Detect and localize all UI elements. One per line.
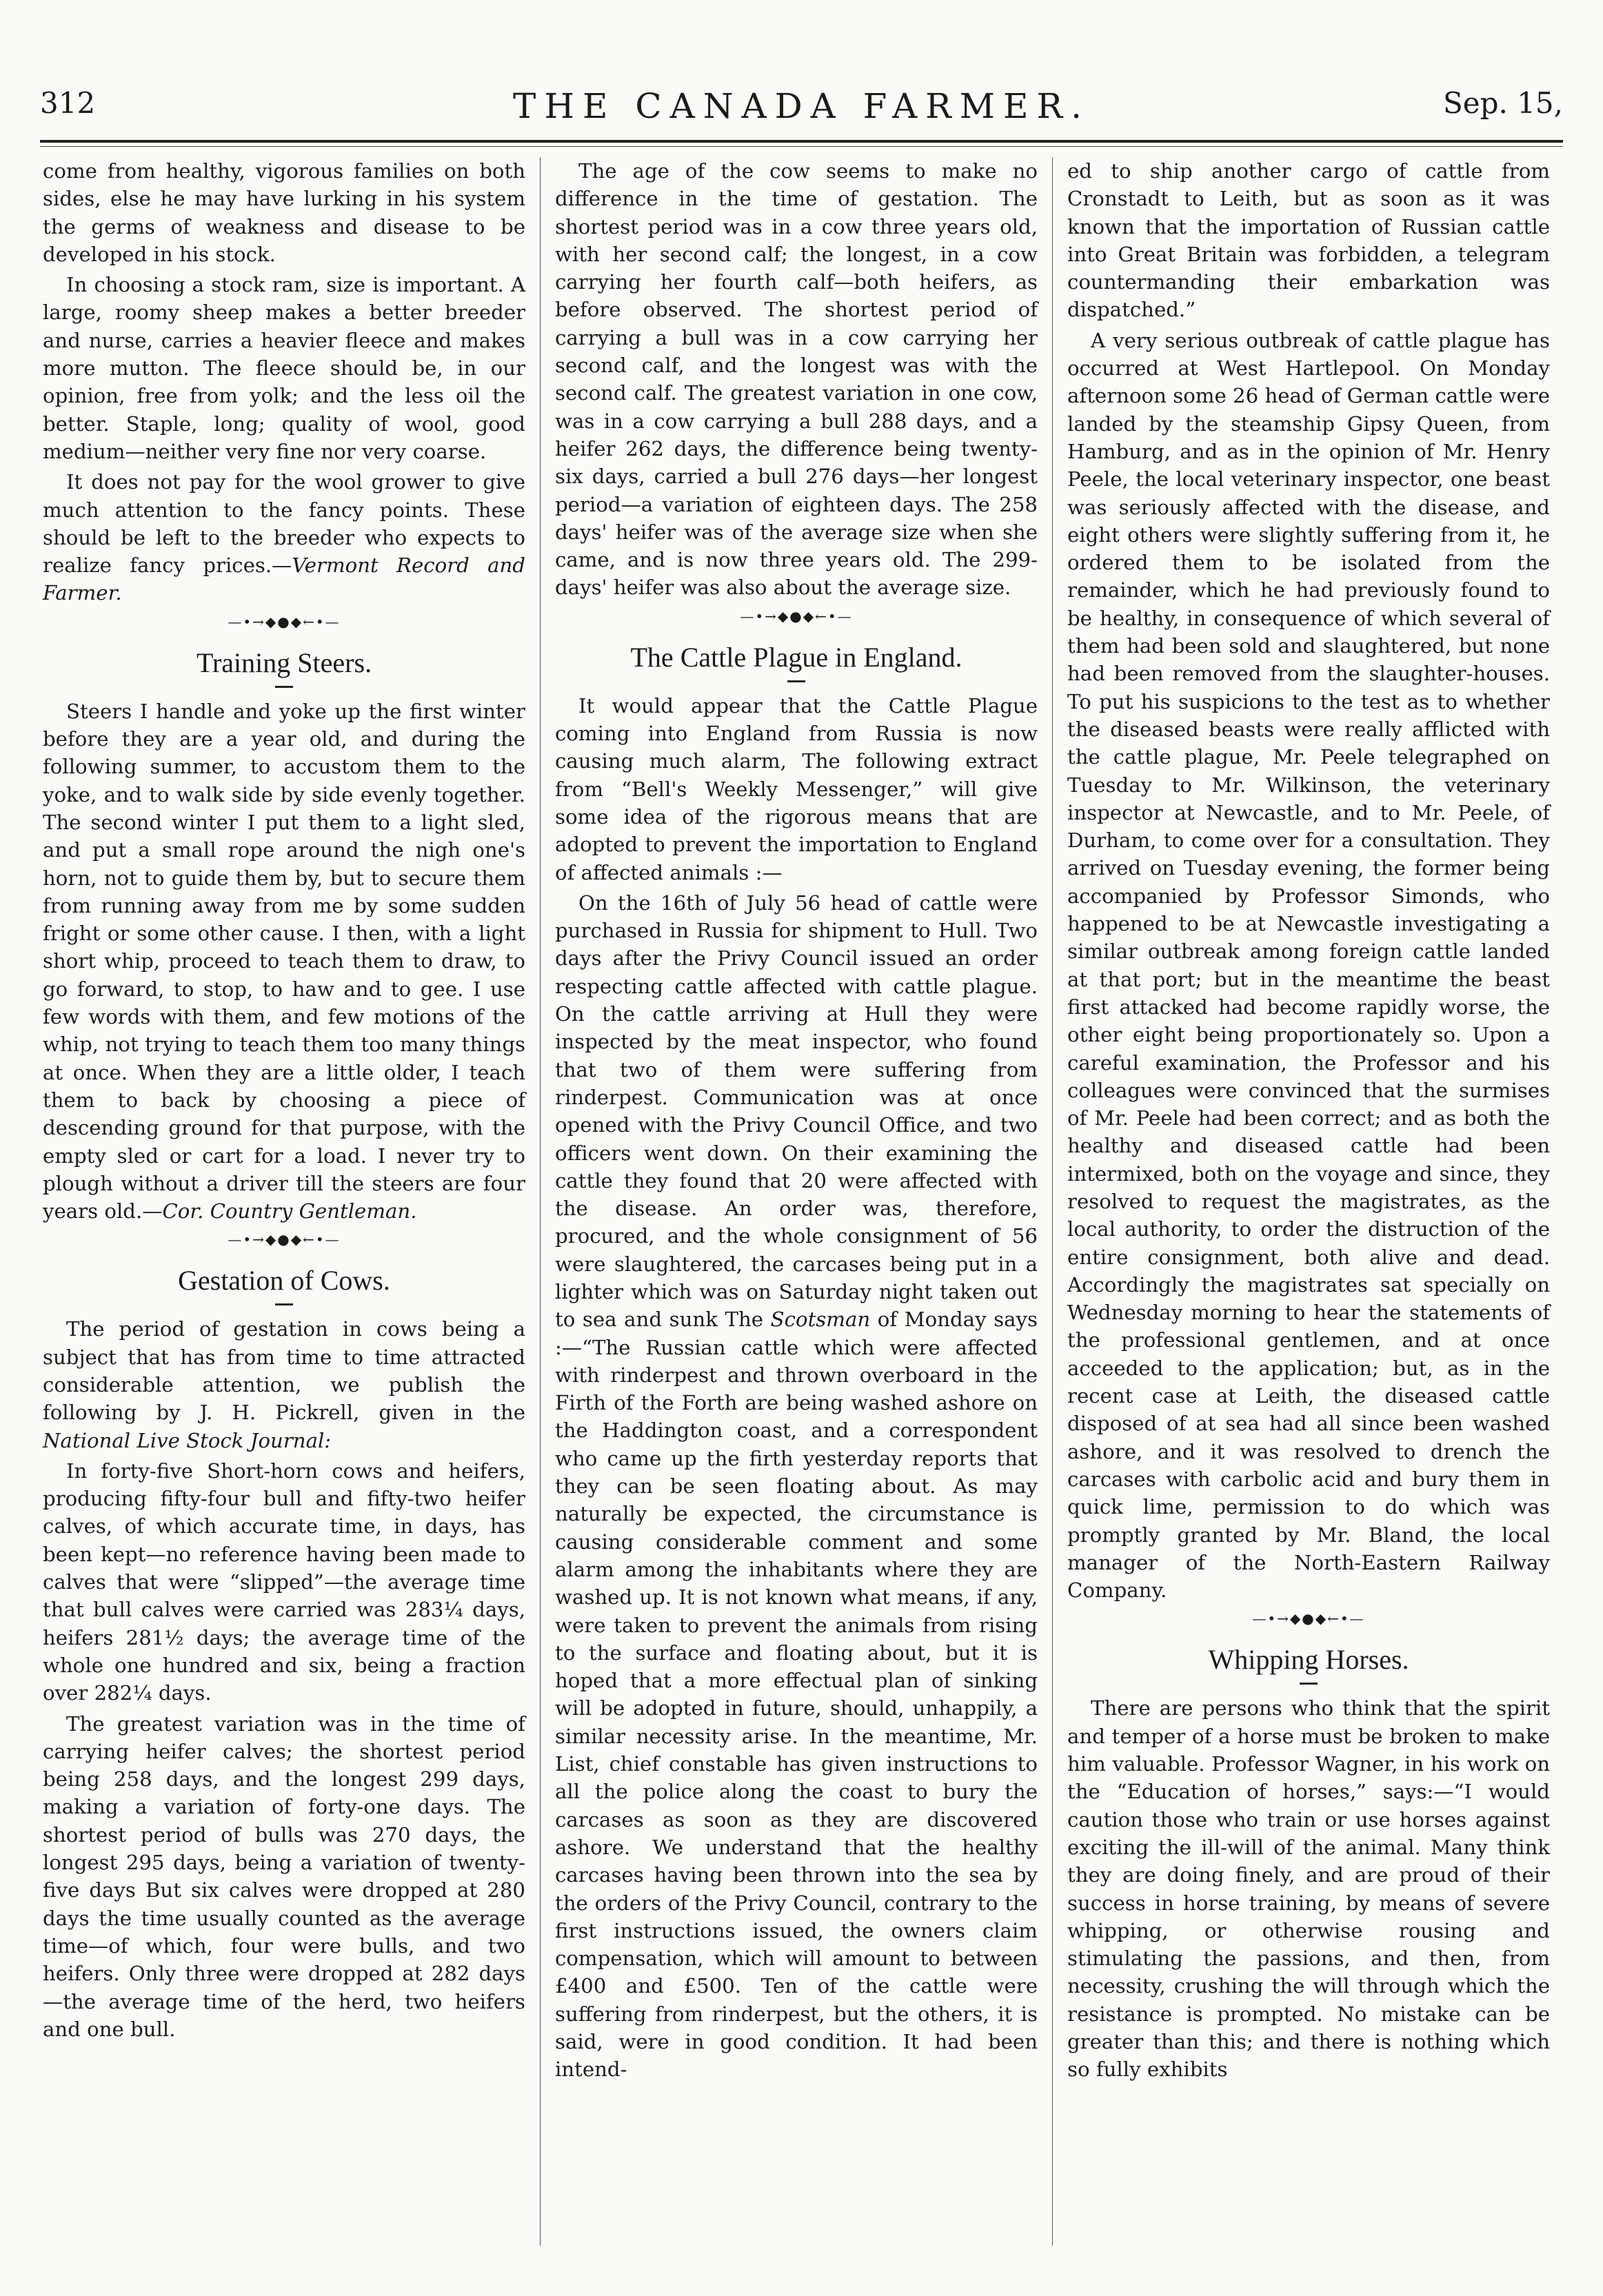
header-rule-thin [40, 146, 1563, 147]
paragraph: The greatest variation was in the time of carrying heifer calves; the shortest period being 258 days, and the longest 299 days, making a variation of forty-one days. The shortest period of bulls was 270 days, the longest 295 days, being a variation of twenty-five days But six calves were dropped at 280 days the time usually counted as the average time—of which, four were bulls, and two heifers. Only three were dropped at 282 days—the average time of the herd, two heifers and one bull. [43, 1711, 525, 2041]
paragraph: In choosing a stock ram, size is important. A large, roomy sheep makes a better breeder and nurse, carries a heavier fleece and makes more mutton. The fleece should be, in our opinion, free from yolk; and the less oil the better. Staple, long; quality of wool, good medium—neither very fine nor very coarse. [43, 273, 525, 463]
issue-date: Sep. 15, [1442, 86, 1563, 120]
source-credit: Vermont Record and Farmer. [43, 553, 525, 605]
header-rule [40, 140, 1563, 143]
column-1 [43, 157, 525, 2046]
paragraph: come from healthy, vigorous families on both sides, else he may have lurking in his system the germs of weakness and disease to be developed in his stock. [43, 159, 525, 266]
paragraph: Steers I handle and yoke up the first winter before they are a year old, and during the following summer, to accustom them to the yoke, and to walk side by side evenly together. The second winter I put them to a light sled, and put a small rope around the nigh one's horn, not to guide them by, but to secure them from running away from me by some sudden fright or some other cause. I then, with a light short whip, proceed to teach them to draw, to go forward, to stop, to haw and to gee. I use few words with them, and few motions of the whip, not trying to teach them too many things at once. When they are a little older, I teach them to back by choosing a piece of descending ground for that purpose, with the empty sled or cart for a load. I never try to plough without a driver till the steers are four years old.—Cor. Country Gentleman. [43, 699, 525, 1223]
source-credit: National Live Stock Journal: [43, 1428, 332, 1452]
column-divider [1052, 157, 1053, 2246]
heading-dash [275, 1303, 293, 1306]
paragraph: It does not pay for the wool grower to give much attention to the fancy points. These should be left to the breeder who expects to realize fancy prices.—Vermont Record and Farmer. [43, 470, 525, 605]
journal-title: THE CANADA FARMER. [513, 86, 1090, 126]
paragraph: ed to ship another cargo of cattle from Cronstadt to Leith, but as soon as it was known that the importation of Russian cattle into Great Britain was forbidden, a telegram countermanding their embarkation was dispatched.” [1067, 159, 1550, 322]
section-ornament: —•→◆●◆←•— [740, 607, 853, 624]
source-credit: Cor. Country Gentleman. [162, 1199, 417, 1223]
paragraph: A very serious outbreak of cattle plague has occurred at West Hartlepool. On Monday afternoon some 26 head of German cattle were landed by the steamship Gipsy Queen, from Hamburg, and as in the opinion of Mr. Henry Peele, the local veterinary inspector, one beast was seriously affected with the disease, and eight others were slightly suffering from it, he ordered them to be isolated from the remainder, which he had previously found to be healthy, in consequence of which several of them had been sold and slaughtered, but none had been removed from the slaughter-houses. To put his suspicions to the test as to whether the diseased beasts were really afflicted with the cattle plague, Mr. Peele telegraphed on Tuesday to Mr. Wilkinson, the veterinary inspector at Newcastle, and to Mr. Peele, of Durham, to come over for a consultation. They arrived on Tuesday evening, the former being accompanied by Professor Simonds, who happened to be at Newcastle investigating a similar outbreak among foreign cattle landed at that port; but in the meantime the beast first attacked had become rapidly worse, the other eight being proportionately so. Upon a careful examination, the Professor and his colleagues were convinced that the surmises of Mr. Peele had been correct; and as both the healthy and diseased cattle had been intermixed, both on the voyage and since, they resolved to request the magistrates, as the local authority, to order the distruction of the entire consignment, both alive and dead. Accordingly the magistrates sat specially on Wednesday morning to hear the statements of the professional gentlemen, and at once acceeded to the application; but, as in the recent case at Leith, the diseased cattle disposed of at sea had all since been washed ashore, and it was resolved to drench the carcases with carbolic acid and bury them in quick lime, permission to do which was promptly granted by Mr. Bland, the local manager of the North-Eastern Railway Company. [1067, 328, 1550, 1603]
heading-gestation-of-cows: Gestation of Cows. [178, 1265, 390, 1297]
paragraph: There are persons who think that the spirit and temper of a horse must be broken to make him valuable. Professor Wagner, in his work on the “Education of horses,” says:—“I would caution those who train or use horses against exciting the ill-will of the animal. Many think they are doing finely, and are proud of their success in horse training, by means of severe whipping, or otherwise rousing and stimulating the passions, and then, from necessity, crushing the will through which the resistance is prompted. No mistake can be greater than this; and there is nothing which so fully exhibits [1067, 1696, 1550, 2082]
section-ornament: —•→◆●◆←•— [1252, 1610, 1365, 1627]
masthead [40, 86, 1563, 141]
heading-cattle-plague: The Cattle Plague in England. [630, 641, 962, 673]
heading-whipping-horses: Whipping Horses. [1208, 1644, 1409, 1676]
section-ornament: —•→◆●◆←•— [228, 1231, 341, 1248]
column-divider [540, 157, 541, 2246]
paragraph: On the 16th of July 56 head of cattle were purchased in Russia for shipment to Hull. Two days after the Privy Council issued an order respecting cattle affected with cattle plague. On the cattle arriving at Hull they were inspected by the meat inspector, who found that two of them were suffering from rinderpest. Communication was at once opened with the Privy Council Office, and two officers went down. On their examining the cattle they found that 20 were affected with the disease. An order was, therefore, procured, and the whole consignment of 56 were slaughtered, the carcases being put in a lighter which was on Saturday night taken out to sea and sunk The Scotsman of Monday says :—“The Russian cattle which were affected with rinderpest and thrown overboard in the Firth of the Forth are being washed ashore on the Haddington coast, and a correspondent who came up the firth yesterday reports that they can be seen floating about. As may naturally be expected, the circumstance is causing considerable comment and some alarm among the inhabitants where they are washed up. It is not known what means, if any, were taken to prevent the animals from rising to the surface and floating about, but it is hoped that a more effectual plan of sinking will be adopted in future, should, unhappily, a similar necessity arise. In the meantime, Mr. List, chief constable has given instructions to all the police along the coast to bury the carcases as soon as they are discovered ashore. We understand that the healthy carcases having been thrown into the sea by the orders of the Privy Council, contrary to the first instructions issued, the owners claim compensation, which will amount to between £400 and £500. Ten of the cattle were suffering from rinderpest, but the others, it is said, were in good condition. It had been intend- [555, 891, 1038, 2082]
section-ornament: —•→◆●◆←•— [228, 613, 341, 630]
page-number: 312 [40, 86, 96, 120]
paragraph: In forty-five Short-horn cows and heifers, producing fifty-four bull and fifty-two heifer calves, of which accurate time, in days, has been kept—no reference having been made to calves that were “slipped”—the average time that bull calves were carried was 283¼ days, heifers 281½ days; the average time of the whole one hundred and six, being a fraction over 282¼ days. [43, 1459, 525, 1705]
column-2 [555, 157, 1038, 2086]
heading-dash [1300, 1683, 1318, 1685]
heading-dash [787, 680, 805, 682]
paragraph: It would appear that the Cattle Plague coming into England from Russia is now causing much alarm, The following extract from “Bell's Weekly Messenger,” will give some idea of the rigorous means that are adopted to prevent the importation to England of affected animals :— [555, 693, 1038, 884]
paragraph: The age of the cow seems to make no difference in the time of gestation. The shortest period was in a cow three years old, with her second calf; the longest, in a cow carrying her fourth calf—both heifers, as before observed. The shortest period of carrying a bull was in a cow carrying her second calf, and the longest was with the second calf. The greatest variation in one cow, was in a cow carrying a bull 288 days, and a heifer 262 days, the difference being twenty-six days, carried a bull 276 days—her longest period—a variation of eighteen days. The 258 days' heifer was of the average size when she came, and is now three years old. The 299-days' heifer was also about the average size. [555, 159, 1038, 600]
publication-name: Scotsman [770, 1308, 871, 1332]
heading-dash [275, 686, 293, 688]
heading-training-steers: Training Steers. [196, 647, 372, 678]
paragraph: The period of gestation in cows being a subject that has from time to time attracted considerable attention, we publish the following by J. H. Pickrell, given in the National Live Stock Journal: [43, 1317, 525, 1452]
column-3 [1067, 157, 1550, 2086]
